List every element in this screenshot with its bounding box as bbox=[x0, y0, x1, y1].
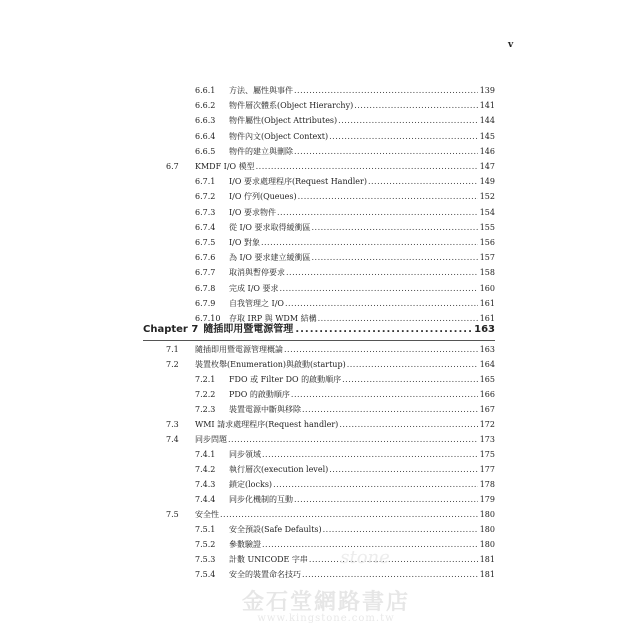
toc-entry-number: 6.6.1 bbox=[195, 86, 216, 95]
toc-entry-title: 自我管理之 I/O bbox=[229, 299, 284, 308]
toc-entry[interactable] bbox=[0, 114, 640, 128]
leader-dots bbox=[298, 190, 478, 204]
watermark-mark: stone bbox=[340, 547, 390, 568]
leader-dots bbox=[318, 312, 478, 326]
toc-entry-number: 7.5.3 bbox=[195, 555, 216, 564]
toc-entry-title: 裝置電源中斷與移除 bbox=[229, 405, 301, 414]
toc-entry[interactable] bbox=[0, 403, 640, 417]
toc-entry-title: FDO 或 Filter DO 的啟動順序 bbox=[229, 375, 342, 384]
toc-entry-title: 物件的建立與刪除 bbox=[229, 147, 293, 156]
toc-entry-page: 145 bbox=[479, 132, 495, 141]
leader-dots bbox=[273, 478, 478, 492]
leader-dots bbox=[277, 206, 478, 220]
toc-entry-page: 158 bbox=[479, 268, 495, 277]
toc-entry-number: 7.4.2 bbox=[195, 465, 216, 474]
toc-entry[interactable] bbox=[0, 508, 640, 522]
toc-entry[interactable] bbox=[0, 190, 640, 204]
toc-entry-page: 173 bbox=[479, 435, 495, 444]
toc-entry-number: 6.7.5 bbox=[195, 238, 216, 247]
toc-entry-number: 7.4.3 bbox=[195, 480, 216, 489]
toc-entry-title: 執行層次(execution level) bbox=[229, 465, 329, 474]
toc-entry[interactable] bbox=[0, 463, 640, 477]
chapter-page: 163 bbox=[474, 324, 495, 335]
toc-entry-page: 180 bbox=[479, 510, 495, 519]
toc-entry[interactable] bbox=[0, 343, 640, 357]
toc-entry-title: I/O 對象 bbox=[229, 238, 260, 247]
toc-entry-title: 安全的裝置命名技巧 bbox=[229, 570, 301, 579]
leader-dots bbox=[294, 84, 478, 98]
leader-dots bbox=[354, 99, 478, 113]
toc-entry-title: 計數 UNICODE 字串 bbox=[229, 555, 308, 564]
toc-entry-title: 隨插即用暨電源管理概論 bbox=[195, 345, 283, 354]
leader-dots bbox=[338, 114, 478, 128]
toc-entry[interactable] bbox=[0, 312, 640, 326]
toc-entry-page: 181 bbox=[479, 555, 495, 564]
toc-entry-page: 177 bbox=[479, 465, 495, 474]
toc-entry-number: 7.5.4 bbox=[195, 570, 216, 579]
toc-entry[interactable] bbox=[0, 160, 640, 174]
leader-dots bbox=[339, 418, 477, 432]
toc-entry[interactable] bbox=[0, 388, 640, 402]
toc-entry-number: 6.7 bbox=[166, 162, 179, 171]
toc-entry-number: 7.4.1 bbox=[195, 450, 216, 459]
toc-entry-title: WMI 請求處理程序(Request handler) bbox=[195, 420, 339, 429]
toc-entry-title: 裝置枚舉(Enumeration)與啟動(startup) bbox=[195, 360, 346, 369]
toc-entry[interactable] bbox=[0, 478, 640, 492]
toc-entry-title: 取消與暫停要求 bbox=[229, 268, 285, 277]
toc-entry-page: 164 bbox=[479, 360, 495, 369]
leader-dots bbox=[228, 433, 478, 447]
toc-entry-page: 175 bbox=[479, 450, 495, 459]
toc-entry-title: 安全預設(Safe Defaults) bbox=[229, 525, 322, 534]
leader-dots bbox=[291, 388, 478, 402]
toc-entry[interactable] bbox=[0, 236, 640, 250]
leader-dots bbox=[347, 358, 478, 372]
toc-entry-number: 6.7.10 bbox=[195, 314, 221, 323]
toc-entry-page: 146 bbox=[479, 147, 495, 156]
toc-entry[interactable] bbox=[0, 84, 640, 98]
toc-entry[interactable] bbox=[0, 373, 640, 387]
leader-dots bbox=[261, 236, 478, 250]
toc-entry-number: 6.7.4 bbox=[195, 223, 216, 232]
leader-dots bbox=[329, 463, 477, 477]
leader-dots bbox=[262, 448, 478, 462]
toc-entry-number: 7.1 bbox=[166, 345, 179, 354]
leader-dots bbox=[284, 343, 478, 357]
toc-entry-number: 6.7.1 bbox=[195, 177, 216, 186]
toc-entry-page: 144 bbox=[479, 116, 495, 125]
toc-entry-number: 7.5 bbox=[166, 510, 179, 519]
toc-entry-page: 152 bbox=[479, 192, 495, 201]
watermark-url: www.kingstone.com.tw bbox=[257, 613, 395, 624]
toc-entry-title: 存取 IRP 與 WDM 結構 bbox=[229, 314, 317, 323]
toc-entry-title: KMDF I/O 模型 bbox=[195, 162, 255, 171]
toc-entry-number: 6.7.3 bbox=[195, 208, 216, 217]
toc-entry-page: 172 bbox=[479, 420, 495, 429]
leader-dots bbox=[280, 282, 478, 296]
toc-entry-page: 167 bbox=[479, 405, 495, 414]
toc-entry-number: 7.2.1 bbox=[195, 375, 216, 384]
toc-entry[interactable] bbox=[0, 493, 640, 507]
toc-entry[interactable] bbox=[0, 175, 640, 189]
toc-entry-title: 同步問題 bbox=[195, 435, 227, 444]
toc-entry-title: 方法、屬性與事件 bbox=[229, 86, 293, 95]
toc-entry-page: 154 bbox=[479, 208, 495, 217]
toc-entry-page: 180 bbox=[479, 540, 495, 549]
leader-dots bbox=[312, 221, 478, 235]
toc-entry[interactable] bbox=[0, 145, 640, 159]
leader-dots bbox=[342, 373, 478, 387]
toc-entry[interactable] bbox=[0, 523, 640, 537]
leader-dots bbox=[302, 403, 478, 417]
toc-entry-title: 鎖定(locks) bbox=[229, 480, 273, 489]
toc-entry[interactable] bbox=[0, 358, 640, 372]
toc-entry-page: 165 bbox=[479, 375, 495, 384]
toc-entry-page: 180 bbox=[479, 525, 495, 534]
toc-entry-number: 7.2.3 bbox=[195, 405, 216, 414]
toc-entry-page: 178 bbox=[479, 480, 495, 489]
toc-entry[interactable] bbox=[0, 433, 640, 447]
toc-entry-title: PDO 的啟動順序 bbox=[229, 390, 290, 399]
toc-entry-title: 同步領域 bbox=[229, 450, 261, 459]
toc-entry-number: 7.5.2 bbox=[195, 540, 216, 549]
toc-entry-title: 參數驗證 bbox=[229, 540, 261, 549]
toc-entry-number: 7.5.1 bbox=[195, 525, 216, 534]
leader-dots bbox=[256, 160, 478, 174]
leader-dots bbox=[294, 493, 478, 507]
leader-dots bbox=[285, 297, 478, 311]
toc-entry-number: 6.7.6 bbox=[195, 253, 216, 262]
toc-entry-number: 7.4 bbox=[166, 435, 179, 444]
toc-entry-page: 161 bbox=[479, 299, 495, 308]
toc-entry-title: 完成 I/O 要求 bbox=[229, 284, 279, 293]
toc-entry[interactable] bbox=[0, 266, 640, 280]
toc-entry-title: 安全性 bbox=[195, 510, 219, 519]
leader-dots bbox=[323, 523, 478, 537]
leader-dots bbox=[368, 175, 478, 189]
toc-entry-title: 從 I/O 要求取得緩衝區 bbox=[229, 223, 311, 232]
toc-entry-page: 160 bbox=[479, 284, 495, 293]
toc-entry-title: 物件屬性(Object Attributes) bbox=[229, 116, 338, 125]
chapter-title: 隨插即用暨電源管理 bbox=[203, 324, 294, 335]
toc-entry[interactable] bbox=[0, 448, 640, 462]
toc-entry-number: 6.6.2 bbox=[195, 101, 216, 110]
toc-entry-number: 6.7.8 bbox=[195, 284, 216, 293]
toc-entry-page: 179 bbox=[479, 495, 495, 504]
toc-entry-number: 7.2.2 bbox=[195, 390, 216, 399]
toc-entry-page: 163 bbox=[479, 345, 495, 354]
toc-entry-title: 物件內文(Object Context) bbox=[229, 132, 329, 141]
toc-entry-page: 139 bbox=[479, 86, 495, 95]
toc-entry[interactable] bbox=[0, 553, 640, 567]
toc-entry-title: I/O 要求物件 bbox=[229, 208, 276, 217]
leader-dots bbox=[286, 266, 478, 280]
toc-entry-number: 7.2 bbox=[166, 360, 179, 369]
leader-dots bbox=[302, 568, 478, 582]
toc-entry[interactable] bbox=[0, 297, 640, 311]
toc-entry-page: 166 bbox=[479, 390, 495, 399]
toc-entry-number: 6.7.2 bbox=[195, 192, 216, 201]
toc-entry[interactable] bbox=[0, 568, 640, 582]
toc-entry-title: 物件層次體系(Object Hierarchy) bbox=[229, 101, 354, 110]
leader-dots bbox=[294, 145, 478, 159]
toc-entry-number: 7.4.4 bbox=[195, 495, 216, 504]
toc-entry-number: 7.3 bbox=[166, 420, 179, 429]
toc-entry-title: 為 I/O 要求建立緩衝區 bbox=[229, 253, 311, 262]
toc-entry[interactable] bbox=[0, 221, 640, 235]
watermark-name: 金石堂網路書店 bbox=[241, 589, 410, 615]
toc-entry-page: 147 bbox=[479, 162, 495, 171]
toc-entry-title: I/O 要求處理程序(Request Handler) bbox=[229, 177, 367, 186]
toc-entry-number: 6.6.4 bbox=[195, 132, 216, 141]
chapter-rule bbox=[143, 340, 495, 341]
toc-entry-page: 156 bbox=[479, 238, 495, 247]
toc-entry-page: 141 bbox=[479, 101, 495, 110]
toc-entry-page: 157 bbox=[479, 253, 495, 262]
toc-entry-page: 161 bbox=[479, 314, 495, 323]
toc-entry[interactable] bbox=[0, 538, 640, 552]
toc-entry-number: 6.7.7 bbox=[195, 268, 216, 277]
toc-entry-page: 155 bbox=[479, 223, 495, 232]
leader-dots bbox=[329, 130, 478, 144]
toc-entry[interactable] bbox=[0, 282, 640, 296]
toc-entry[interactable] bbox=[0, 251, 640, 265]
toc-entry[interactable] bbox=[0, 206, 640, 220]
leader-dots bbox=[220, 508, 478, 522]
toc-entry-page: 181 bbox=[479, 570, 495, 579]
toc-entry[interactable] bbox=[0, 130, 640, 144]
toc-entry-title: I/O 佇列(Queues) bbox=[229, 192, 297, 201]
chapter-label: Chapter 7 bbox=[143, 324, 199, 335]
toc-entry[interactable] bbox=[0, 418, 640, 432]
toc-entry-number: 6.6.3 bbox=[195, 116, 216, 125]
toc-entry-page: 149 bbox=[479, 177, 495, 186]
toc-entry-number: 6.6.5 bbox=[195, 147, 216, 156]
toc-entry-title: 同步化機制的互動 bbox=[229, 495, 293, 504]
toc-entry[interactable] bbox=[0, 99, 640, 113]
leader-dots bbox=[312, 251, 478, 265]
page-number: v bbox=[508, 40, 514, 50]
toc-entry-number: 6.7.9 bbox=[195, 299, 216, 308]
